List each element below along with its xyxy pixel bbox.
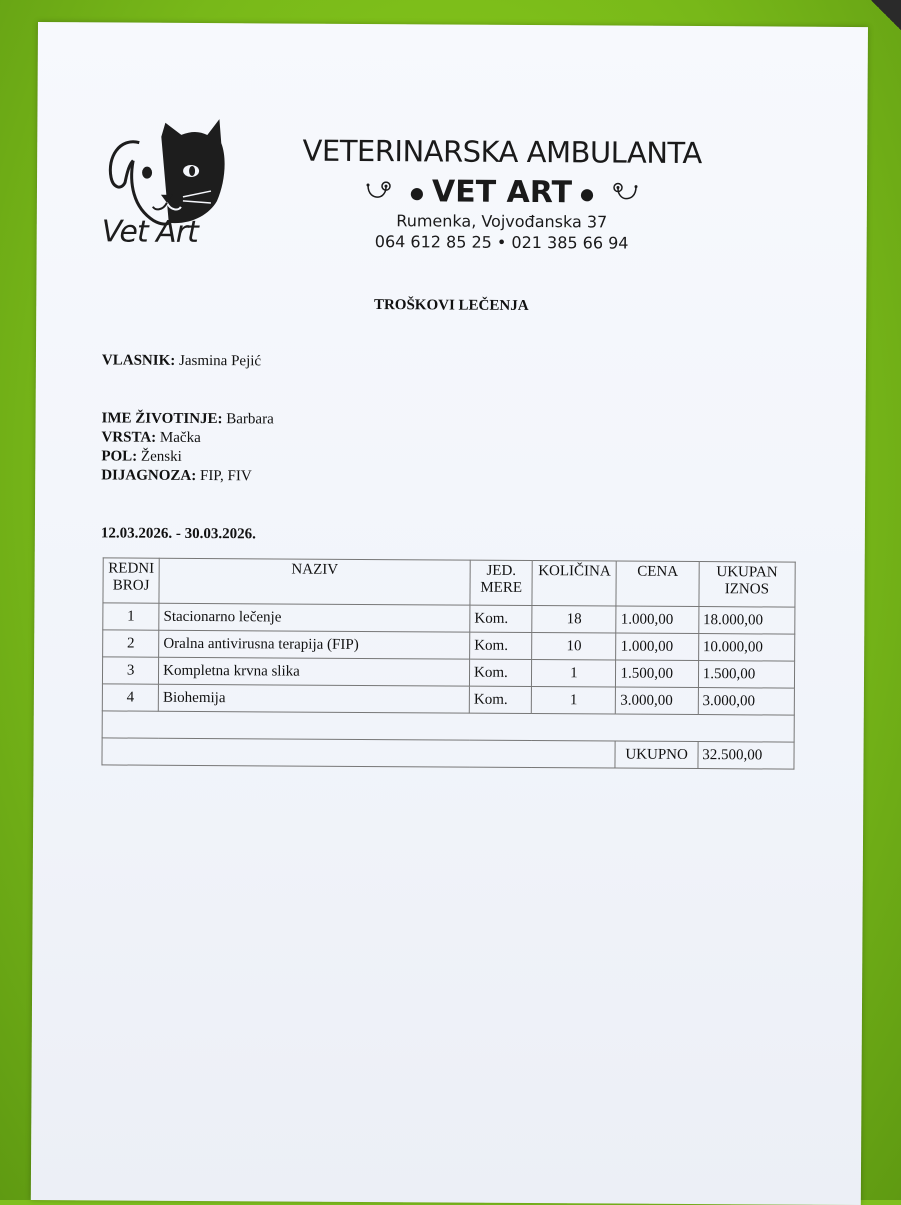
sex-value: Ženski [140,448,182,465]
row-no: 4 [102,684,158,711]
row-qty: 18 [532,606,616,634]
diagnosis-field [101,467,252,485]
total-row [102,738,794,769]
row-price: 1.000,00 [616,633,698,661]
owner-field [102,352,261,370]
diagnosis-value: FIP, FIV [199,467,252,485]
table-row [102,657,794,688]
row-price: 3.000,00 [616,687,698,715]
row-no: 2 [103,630,159,657]
header-name: NAZIV [159,558,470,605]
row-total: 18.000,00 [698,607,794,635]
row-no: 1 [103,603,159,630]
stethoscope-paw-icon [612,182,640,206]
table-header-row [103,558,795,607]
animal-name-label: IME ŽIVOTINJE: [101,410,223,428]
owner-value: Jasmina Pejić [178,352,262,370]
sex-label: POL: [101,448,138,465]
row-name: Kompletna krvna slika [159,657,470,686]
row-name: Oralna antivirusna terapija (FIP) [159,630,470,659]
row-qty: 1 [532,660,616,688]
row-unit: Kom. [470,632,532,659]
row-total: 1.500,00 [698,661,794,689]
row-name: Biohemija [158,684,469,713]
header-price: CENA [616,561,699,607]
species-value: Mačka [159,429,201,447]
species-field [101,429,200,447]
clinic-header [267,133,738,253]
animal-name-field [102,410,274,428]
invoice-paper [31,22,868,1205]
table-row [102,684,794,715]
row-total: 3.000,00 [698,688,794,716]
row-unit: Kom. [470,605,532,632]
total-value: 32.500,00 [698,742,794,770]
background-corner [871,0,901,30]
clinic-address: Rumenka, Vojvođanska 37 [396,211,608,232]
document-title: TROŠKOVI LEČENJA [373,297,529,315]
clinic-phones: 064 612 85 25 • 021 385 66 94 [374,232,629,253]
header-no: REDNI BROJ [103,558,159,603]
table-row [103,603,795,634]
owner-label: VLASNIK: [101,352,176,369]
total-label: UKUPNO [615,741,697,769]
row-price: 1.000,00 [616,606,698,634]
clinic-name-line: ● VET ART ● [267,173,737,211]
row-no: 3 [102,657,158,684]
animal-name-value: Barbara [226,411,274,428]
empty-row [102,711,794,742]
row-unit: Kom. [469,659,531,686]
row-price: 1.500,00 [616,660,698,688]
sex-field [101,448,182,465]
header-unit: JED. MERE [470,560,532,605]
header-qty: KOLIČINA [532,561,617,607]
stethoscope-paw-icon [363,180,391,204]
logo-text: Vet Art [101,214,198,250]
diagnosis-label: DIJAGNOZA: [101,467,197,484]
row-total: 10.000,00 [698,634,794,662]
species-label: VRSTA: [101,429,157,446]
treatment-period: 12.03.2026. - 30.03.2026. [100,525,256,543]
table-row [103,630,795,661]
row-name: Stacionarno lečenje [159,603,470,632]
cost-table [101,557,795,769]
row-qty: 1 [532,687,616,715]
header-total: UKUPAN IZNOS [699,562,796,608]
clinic-type: VETERINARSKA AMBULANTA [302,133,702,171]
row-unit: Kom. [469,686,531,713]
clinic-name: VET ART [431,174,573,211]
row-qty: 10 [532,633,616,661]
